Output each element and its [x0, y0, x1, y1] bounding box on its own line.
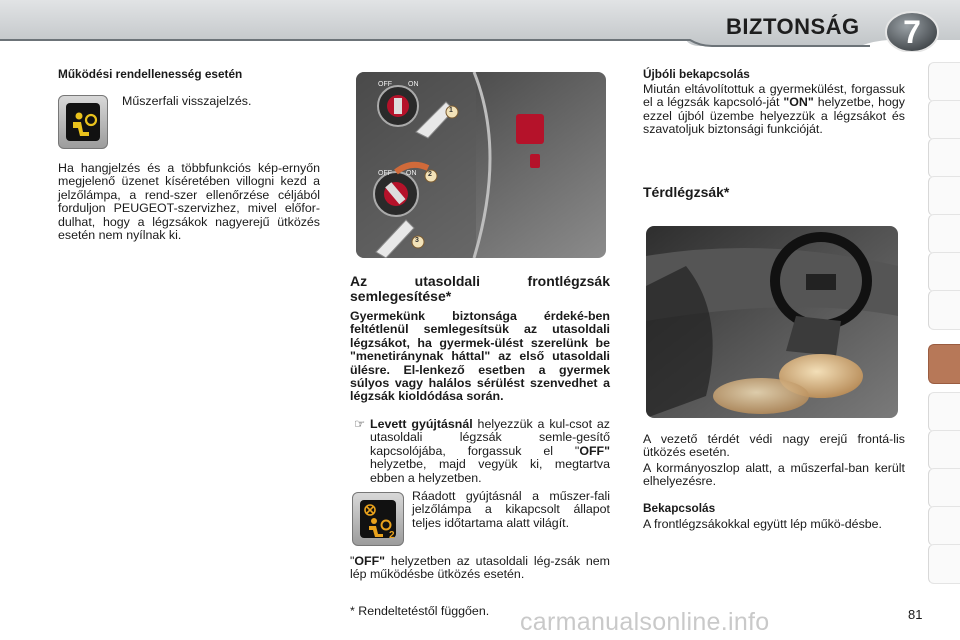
photo-step-2: 2 — [428, 171, 432, 178]
chapter-tab[interactable] — [928, 214, 960, 254]
chapter-tab[interactable] — [928, 62, 960, 102]
activation-text: A frontlégzsákokkal együtt lép műkö-désbe. — [643, 517, 882, 531]
chapter-tab[interactable] — [928, 176, 960, 216]
lamp-description: Ráadott gyújtásnál a műszer-fali jelzőlámpa a kikapcsolt állapot teljes időtartama alatt világít. — [412, 489, 610, 530]
instruction-text-2: helyzetbe, majd vegyük ki, megtartva ebben a helyzetben. — [370, 457, 610, 485]
knee-airbag-photo — [646, 226, 898, 418]
off-note-text: helyzetben az utasoldali lég-zsák nem lép működésbe ütközés esetén. — [350, 554, 610, 582]
chapter-tab[interactable] — [928, 506, 960, 546]
chapter-tab[interactable] — [928, 544, 960, 584]
page-number: 81 — [908, 607, 923, 622]
photo-label-on-top: ON — [408, 81, 419, 88]
section-heading-deactivation: Az utasoldali frontlégzsák semlegesítése* — [350, 273, 610, 304]
watermark: carmanualsonline.info — [520, 608, 770, 636]
footnote: * Rendeltetéstől függően. — [350, 604, 490, 618]
instruction-off: OFF" — [579, 443, 610, 458]
off-note-prefix: " — [350, 554, 355, 568]
reactivation-on: "ON" — [783, 95, 814, 110]
off-position-note — [350, 555, 610, 582]
icon-caption: Műszerfali visszajelzés. — [122, 94, 252, 108]
chapter-tab[interactable] — [928, 252, 960, 292]
reactivation-text-a: Miután eltávolítottuk a gyermekülést, forgassuk el a légzsák kapcsoló-ját — [643, 82, 905, 110]
photo-label-off-top: OFF — [378, 81, 392, 88]
reactivation-text — [643, 83, 905, 137]
knee-airbag-text-2: A kormányoszlop alatt, a műszerfal-ban került elhelyezésre. — [643, 461, 905, 489]
chapter-tab[interactable] — [928, 430, 960, 470]
airbag-warning-lamp-icon — [58, 95, 108, 149]
airbag-switch-photo — [356, 72, 606, 258]
chapter-tab[interactable] — [928, 468, 960, 508]
photo-step-1: 1 — [449, 107, 453, 114]
photo-step-3: 3 — [415, 237, 419, 244]
chapter-tab[interactable] — [928, 290, 960, 330]
instruction-text-1: helyezzük a kul-csot az utasoldali légzsák semle-gesítő kapcsolójába, forgassuk el " — [370, 417, 610, 458]
chapter-tab[interactable] — [928, 392, 960, 432]
photo-label-on-bottom: ON — [406, 170, 417, 177]
section-heading-knee-airbag: Térdlégzsák* — [643, 184, 730, 200]
deactivation-instruction — [350, 418, 610, 485]
child-seat-warning: Gyermekünk biztonsága érdeké-ben feltétlenül semlegesítsük az utasoldali légzsákot, ha gyermek-ülést szerelünk be "menetiránynak háttal" az első utasoldali ülésre. El-lenkező esetben a gyermek súlyos vagy halálos sérülést szenvedhet a légzsák kioldódása során. — [350, 309, 610, 404]
section-heading-malfunction: Működési rendellenesség esetén — [58, 67, 243, 81]
header-band — [0, 0, 960, 52]
knee-airbag-text-1: A vezető térdét védi nagy erejű frontá-lis ütközés esetén. — [643, 432, 905, 460]
photo-label-off-bottom: OFF — [378, 170, 392, 177]
chapter-title: BIZTONSÁG — [726, 14, 860, 39]
malfunction-body: Ha hangjelzés és a többfunkciós kép-ernyőn megjelenő üzenet kíséretében villogni kezd a jelzőlámpa, a rend-szer ellenőrzése céljából forduljon PEUGEOT-szervizhez, mivel előfor-dulhat, hogy a légzsákok nagyerejű ütközés esetén nem nyílnak ki. — [58, 161, 320, 243]
chapter-tab-active[interactable] — [928, 344, 960, 384]
section-heading-reactivation: Újbóli bekapcsolás — [643, 67, 750, 81]
passenger-airbag-off-lamp-icon — [352, 492, 404, 546]
chapter-tab[interactable] — [928, 138, 960, 178]
chapter-number: 7 — [903, 14, 921, 50]
chapter-tab[interactable] — [928, 100, 960, 140]
reactivation-text-c: helyzetbe, hogy ezzel újból üzembe helyezzük a légzsákot és szavatoljuk biztonsági funkcióját. — [643, 95, 905, 137]
pointing-hand-icon: ☞ — [354, 417, 366, 431]
instruction-bold: Levett gyújtásnál — [370, 417, 473, 431]
off-note-bold: OFF" — [354, 554, 386, 568]
section-heading-activation: Bekapcsolás — [643, 501, 716, 515]
chapter-tabs — [928, 62, 960, 582]
svg-text:2: 2 — [389, 530, 395, 541]
